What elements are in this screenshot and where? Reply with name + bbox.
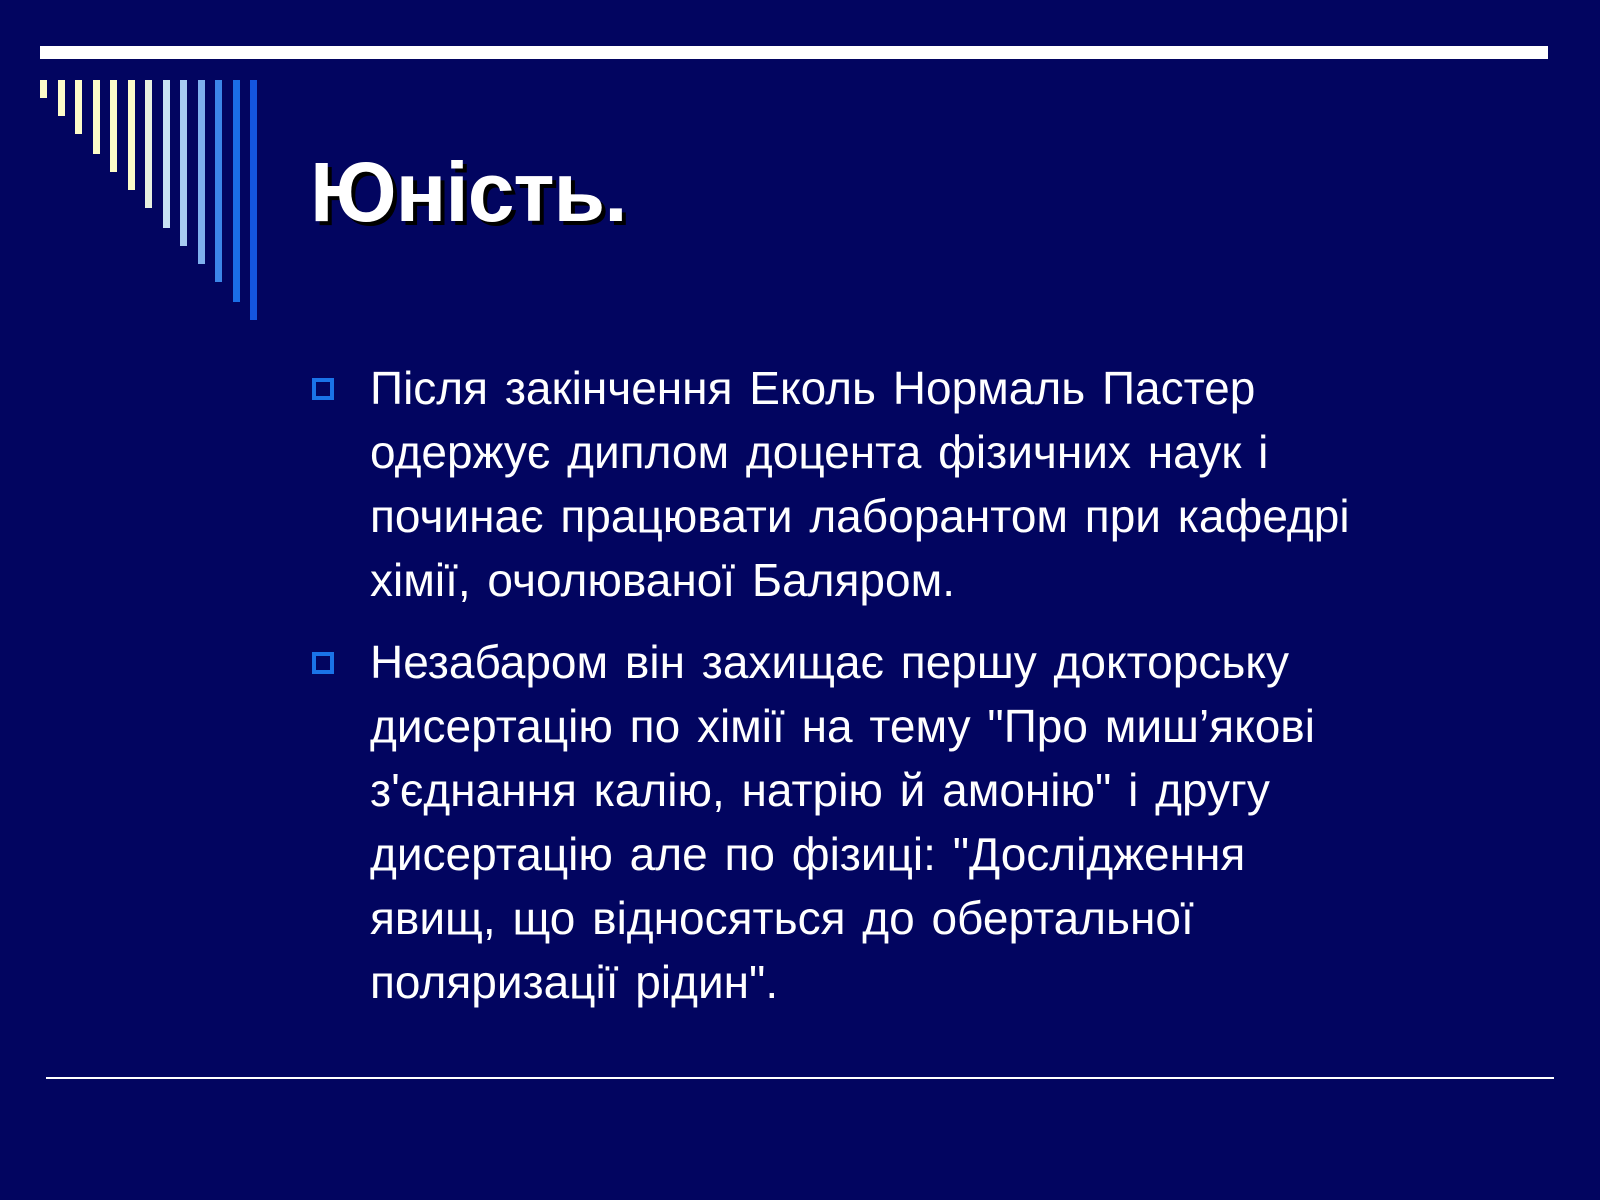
bullet-item-1: [310, 356, 1495, 612]
bullet-item-2: [310, 630, 1495, 1014]
slide-title: Юність.: [310, 145, 627, 239]
stripe-1: [40, 80, 47, 98]
stripe-3: [75, 80, 82, 134]
bottom-rule: [46, 1077, 1554, 1079]
stripe-5: [110, 80, 117, 172]
stripe-7: [145, 80, 152, 208]
stripe-8: [163, 80, 170, 228]
decorative-stripes: [0, 0, 300, 340]
stripe-11: [215, 80, 222, 282]
stripe-9: [180, 80, 187, 246]
stripe-6: [128, 80, 135, 190]
stripe-10: [198, 80, 205, 264]
square-bullet-icon: [312, 378, 334, 400]
bullet-list: [310, 356, 1495, 1032]
bullet-text: Незабаром він захищає першу докторську дисертацію по хімії на тему "Про миш’якові з'єднання калію, натрію й амонію" і другу дисертацію але по фізиці: "Дослідження явищ, що відносяться до обертальної поляризації рідин".: [370, 636, 1315, 1008]
bullet-text: Після закінчення Еколь Нормаль Пастер одержує диплом доцента фізичних наук і починає працювати лаборантом при кафедрі хімії, очолюваної Баляром.: [370, 362, 1350, 606]
stripe-4: [93, 80, 100, 154]
stripe-13: [250, 80, 257, 320]
square-bullet-icon: [312, 652, 334, 674]
stripe-12: [233, 80, 240, 302]
stripe-2: [58, 80, 65, 116]
